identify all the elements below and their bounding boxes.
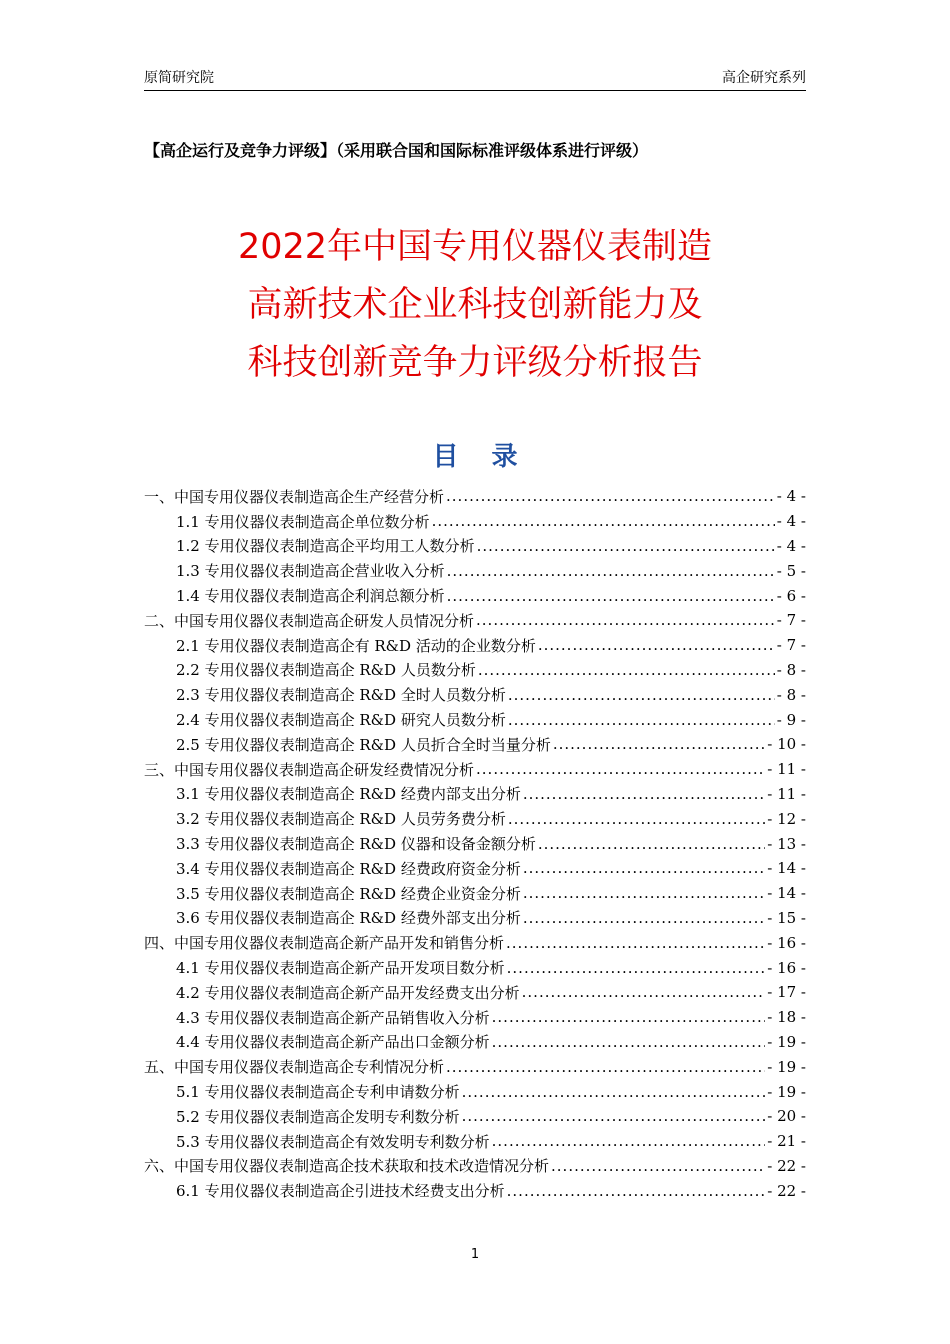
toc-entry[interactable] — [144, 534, 806, 559]
header-right: 高企研究系列 — [722, 70, 806, 86]
toc-entry-title: 1.1 专用仪器仪表制造高企单位数分析 — [176, 512, 430, 531]
toc-entry-page: - 5 - — [776, 561, 806, 580]
toc-entry-title: 4.2 专用仪器仪表制造高企新产品开发经费支出分析 — [176, 983, 520, 1002]
toc-entry-page: - 12 - — [767, 809, 806, 828]
toc-entry[interactable] — [144, 1104, 806, 1129]
toc-entry[interactable] — [144, 906, 806, 931]
toc-entry-page: - 10 - — [767, 735, 806, 754]
toc-entry-title: 4.1 专用仪器仪表制造高企新产品开发项目数分析 — [176, 959, 505, 978]
toc-entry-page: - 6 - — [776, 586, 806, 605]
toc-entry[interactable] — [144, 732, 806, 757]
toc-leader-dots — [492, 1033, 766, 1051]
toc-entry-page: - 19 - — [767, 1057, 806, 1076]
toc-entry[interactable] — [144, 955, 806, 980]
toc-entry-page: - 21 - — [767, 1132, 806, 1151]
toc-entry[interactable] — [144, 806, 806, 831]
toc-entry-title: 4.4 专用仪器仪表制造高企新产品出口金额分析 — [176, 1033, 490, 1052]
table-of-contents — [144, 484, 806, 1203]
toc-leader-dots — [476, 760, 765, 778]
toc-entry-title: 5.1 专用仪器仪表制造高企专利申请数分析 — [176, 1083, 460, 1102]
toc-leader-dots — [477, 537, 775, 555]
toc-entry-page: - 22 - — [767, 1181, 806, 1200]
toc-entry[interactable] — [144, 1129, 806, 1154]
toc-entry-page: - 8 - — [776, 660, 806, 679]
toc-leader-dots — [523, 909, 765, 927]
toc-leader-dots — [478, 661, 775, 679]
toc-entry[interactable] — [144, 1178, 806, 1203]
toc-entry-page: - 4 - — [776, 487, 806, 506]
toc-entry[interactable] — [144, 633, 806, 658]
toc-entry-title: 3.5 专用仪器仪表制造高企 R&D 经费企业资金分析 — [176, 884, 521, 903]
toc-entry-page: - 7 - — [776, 611, 806, 630]
toc-entry-title: 四、中国专用仪器仪表制造高企新产品开发和销售分析 — [144, 934, 505, 953]
toc-entry-title: 1.4 专用仪器仪表制造高企利润总额分析 — [176, 587, 445, 606]
toc-entry-page: - 16 - — [767, 958, 806, 977]
toc-entry-page: - 19 - — [767, 1032, 806, 1051]
toc-entry-page: - 14 - — [767, 884, 806, 903]
toc-entry-title: 5.3 专用仪器仪表制造高企有效发明专利数分析 — [176, 1132, 490, 1151]
toc-leader-dots — [492, 1008, 766, 1026]
toc-leader-dots — [522, 983, 766, 1001]
toc-entry-title: 一、中国专用仪器仪表制造高企生产经营分析 — [144, 487, 445, 506]
toc-leader-dots — [538, 636, 775, 654]
toc-leader-dots — [523, 884, 765, 902]
header-left: 原简研究院 — [144, 70, 214, 86]
toc-entry-page: - 16 - — [767, 933, 806, 952]
toc-entry-title: 4.3 专用仪器仪表制造高企新产品销售收入分析 — [176, 1008, 490, 1027]
report-title — [100, 218, 850, 392]
toc-entry[interactable] — [144, 707, 806, 732]
toc-entry-page: - 9 - — [776, 710, 806, 729]
toc-entry-title: 3.4 专用仪器仪表制造高企 R&D 经费政府资金分析 — [176, 859, 521, 878]
toc-entry[interactable] — [144, 757, 806, 782]
toc-leader-dots — [508, 711, 775, 729]
toc-entry[interactable] — [144, 1154, 806, 1179]
toc-entry-title: 六、中国专用仪器仪表制造高企技术获取和技术改造情况分析 — [144, 1157, 550, 1176]
toc-entry-page: - 7 - — [776, 636, 806, 655]
toc-leader-dots — [447, 587, 775, 605]
toc-entry-page: - 4 - — [776, 536, 806, 555]
toc-entry-title: 2.2 专用仪器仪表制造高企 R&D 人员数分析 — [176, 661, 476, 680]
toc-heading: 目 录 — [432, 442, 530, 472]
toc-entry-title: 1.3 专用仪器仪表制造高企营业收入分析 — [176, 562, 445, 581]
toc-entry[interactable] — [144, 583, 806, 608]
toc-entry-page: - 13 - — [767, 834, 806, 853]
toc-entry[interactable] — [144, 1079, 806, 1104]
title-line: 高新技术企业科技创新能力及 — [247, 285, 703, 325]
toc-entry-title: 3.6 专用仪器仪表制造高企 R&D 经费外部支出分析 — [176, 909, 521, 928]
toc-leader-dots — [506, 934, 765, 952]
toc-entry-page: - 22 - — [767, 1156, 806, 1175]
toc-leader-dots — [523, 859, 765, 877]
toc-entry-title: 2.1 专用仪器仪表制造高企有 R&D 活动的企业数分析 — [176, 636, 536, 655]
toc-leader-dots — [508, 686, 775, 704]
toc-entry[interactable] — [144, 1054, 806, 1079]
toc-entry-page: - 14 - — [767, 859, 806, 878]
toc-entry-title: 3.1 专用仪器仪表制造高企 R&D 经费内部支出分析 — [176, 785, 521, 804]
toc-entry-title: 3.3 专用仪器仪表制造高企 R&D 仪器和设备金额分析 — [176, 835, 536, 854]
toc-entry-title: 三、中国专用仪器仪表制造高企研发经费情况分析 — [144, 760, 475, 779]
toc-leader-dots — [508, 810, 765, 828]
toc-leader-dots — [446, 487, 775, 505]
toc-leader-dots — [538, 835, 765, 853]
page-header — [144, 66, 806, 91]
toc-entry[interactable] — [144, 682, 806, 707]
toc-entry[interactable] — [144, 782, 806, 807]
toc-entry[interactable] — [144, 509, 806, 534]
toc-entry-page: - 11 - — [767, 784, 806, 803]
toc-entry-page: - 17 - — [767, 983, 806, 1002]
toc-leader-dots — [523, 785, 765, 803]
toc-entry-page: - 4 - — [776, 512, 806, 531]
toc-leader-dots — [551, 1157, 765, 1175]
toc-entry[interactable] — [144, 856, 806, 881]
toc-entry[interactable] — [144, 484, 806, 509]
toc-leader-dots — [507, 959, 766, 977]
toc-leader-dots — [447, 562, 775, 580]
toc-entry[interactable] — [144, 558, 806, 583]
toc-entry-page: - 19 - — [767, 1082, 806, 1101]
toc-leader-dots — [432, 512, 775, 530]
toc-entry-title: 五、中国专用仪器仪表制造高企专利情况分析 — [144, 1058, 445, 1077]
toc-entry-page: - 11 - — [767, 760, 806, 779]
toc-entry-title: 5.2 专用仪器仪表制造高企发明专利数分析 — [176, 1107, 460, 1126]
toc-leader-dots — [462, 1083, 766, 1101]
report-subtitle: 【高企运行及竞争力评级】（采用联合国和国际标准评级体系进行评级） — [144, 141, 649, 160]
toc-entry-page: - 15 - — [767, 908, 806, 927]
toc-entry-title: 2.4 专用仪器仪表制造高企 R&D 研究人员数分析 — [176, 711, 506, 730]
toc-entry[interactable] — [144, 1005, 806, 1030]
toc-entry-page: - 8 - — [776, 685, 806, 704]
toc-entry-title: 2.3 专用仪器仪表制造高企 R&D 全时人员数分析 — [176, 686, 506, 705]
toc-entry[interactable] — [144, 1030, 806, 1055]
toc-entry-page: - 20 - — [767, 1107, 806, 1126]
toc-entry[interactable] — [144, 930, 806, 955]
title-line: 科技创新竞争力评级分析报告 — [247, 343, 703, 383]
toc-leader-dots — [507, 1182, 766, 1200]
toc-entry-title: 2.5 专用仪器仪表制造高企 R&D 人员折合全时当量分析 — [176, 735, 551, 754]
toc-entry[interactable] — [144, 608, 806, 633]
toc-entry-title: 1.2 专用仪器仪表制造高企平均用工人数分析 — [176, 537, 475, 556]
toc-entry[interactable] — [144, 980, 806, 1005]
toc-entry[interactable] — [144, 658, 806, 683]
toc-leader-dots — [462, 1107, 766, 1125]
toc-entry-title: 3.2 专用仪器仪表制造高企 R&D 人员劳务费分析 — [176, 810, 506, 829]
toc-entry-title: 6.1 专用仪器仪表制造高企引进技术经费支出分析 — [176, 1182, 505, 1201]
page-number: 1 — [470, 1247, 480, 1262]
toc-entry[interactable] — [144, 881, 806, 906]
toc-entry-title: 二、中国专用仪器仪表制造高企研发人员情况分析 — [144, 611, 475, 630]
toc-entry[interactable] — [144, 831, 806, 856]
toc-leader-dots — [476, 611, 775, 629]
title-line: 2022年中国专用仪器仪表制造 — [237, 227, 713, 267]
toc-leader-dots — [446, 1058, 765, 1076]
toc-entry-page: - 18 - — [767, 1008, 806, 1027]
toc-leader-dots — [492, 1132, 766, 1150]
toc-leader-dots — [553, 735, 765, 753]
